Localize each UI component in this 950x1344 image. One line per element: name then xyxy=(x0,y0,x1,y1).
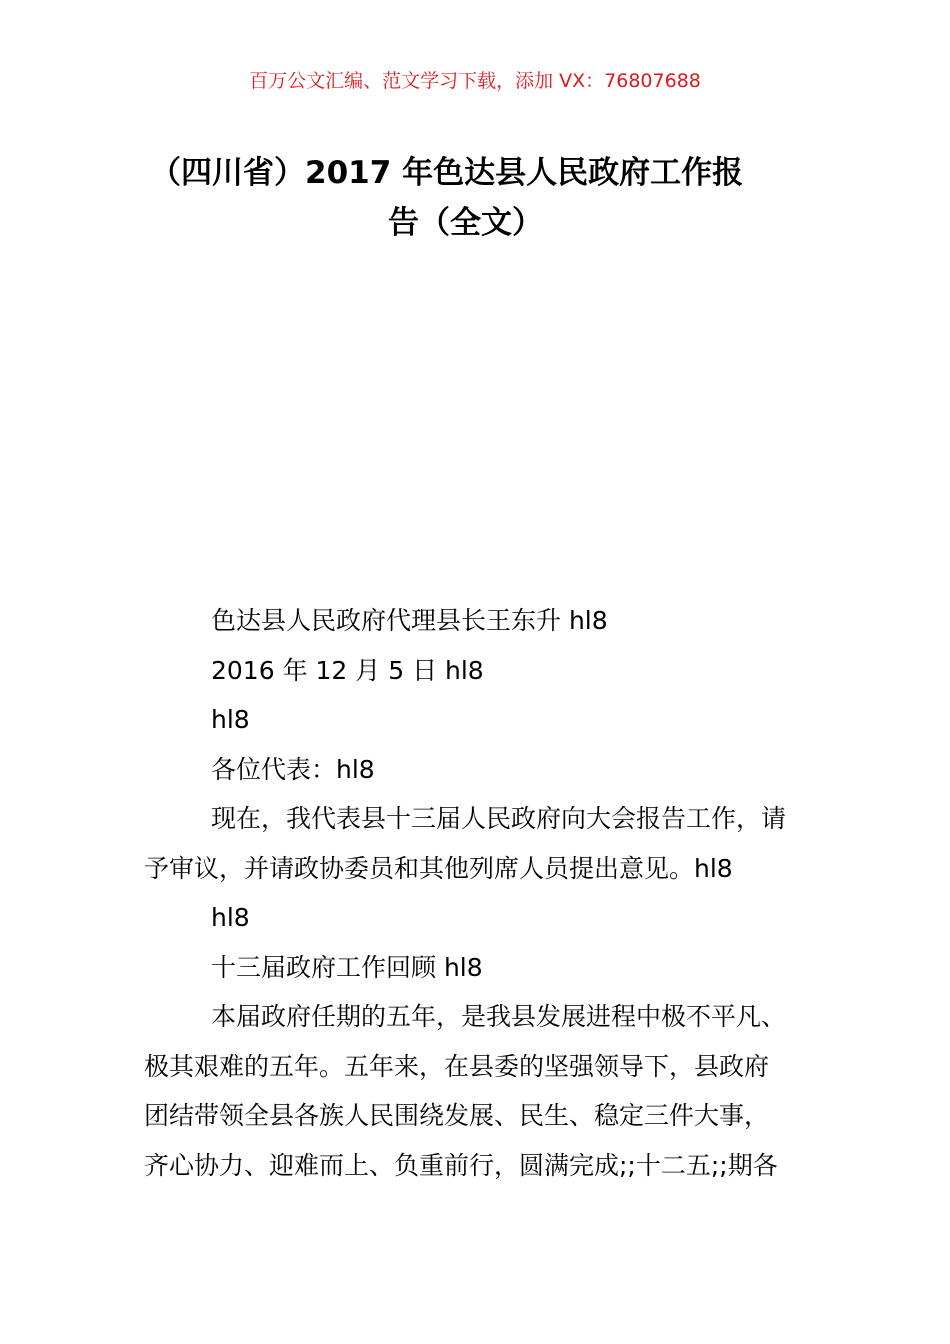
body-line: 十三届政府工作回顾 hl8 xyxy=(211,952,483,982)
body-line: hl8 xyxy=(211,705,250,734)
document-title-line-1: （四川省）2017 年色达县人民政府工作报 xyxy=(150,155,744,191)
body-line: 予审议，并请政协委员和其他列席人员提出意见。hl8 xyxy=(144,853,733,883)
body-line: hl8 xyxy=(211,903,250,932)
body-line: 2016 年 12 月 5 日 hl8 xyxy=(211,655,484,685)
body-line: 极其艰难的五年。五年来，在县委的坚强领导下，县政府 xyxy=(144,1051,770,1081)
body-line: 本届政府任期的五年，是我县发展进程中极不平凡、 xyxy=(211,1002,787,1031)
body-line: 齐心协力、迎难而上、负重前行，圆满完成;;十二五;;期各 xyxy=(144,1150,778,1180)
document-body xyxy=(144,596,812,1190)
body-line: 各位代表：hl8 xyxy=(211,754,375,784)
body-line: 团结带领全县各族人民围绕发展、民生、稳定三件大事， xyxy=(144,1101,770,1130)
document-title-line-2: 告（全文） xyxy=(388,205,543,241)
body-line: 色达县人民政府代理县长王东升 hl8 xyxy=(211,606,608,635)
header-note: 百万公文汇编、范文学习下载，添加 VX：76807688 xyxy=(249,70,701,92)
body-line: 现在，我代表县十三届人民政府向大会报告工作，请 xyxy=(211,804,787,833)
